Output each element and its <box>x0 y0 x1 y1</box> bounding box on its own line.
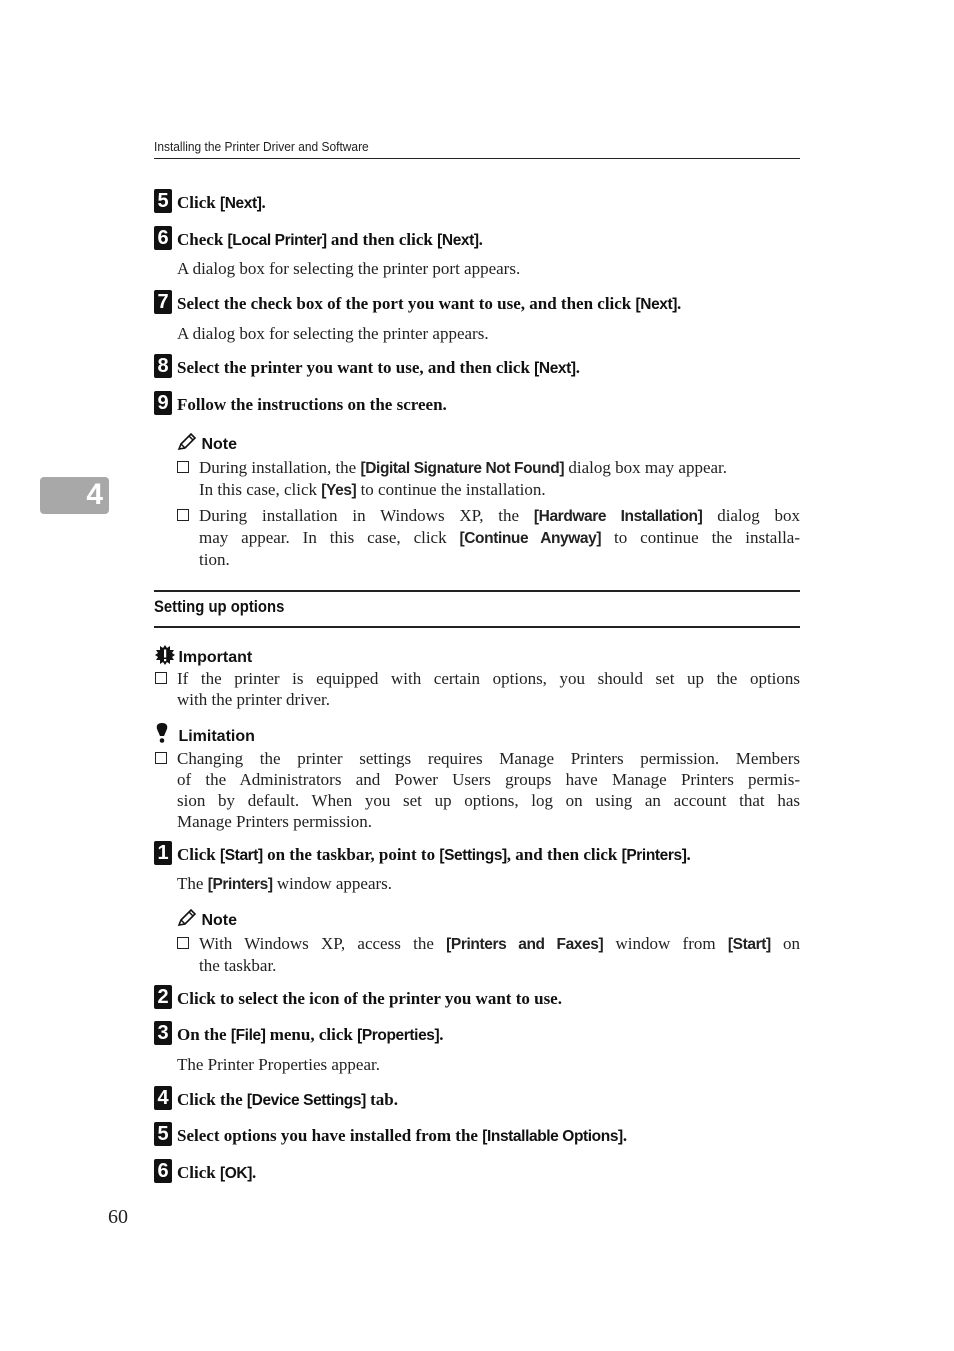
note-item: With Windows XP, access the [Printers and Faxes] window from [Start] on the taskbar. <box>199 933 800 976</box>
checkbox-bullet-icon <box>177 509 189 521</box>
limitation-text: Changing the printer settings requires Manage Printers permission. Members of the Administrators and Power Users groups have Manage Printers permis- sion by default. When you set up options, log on using an account that has Manage Printers permission. <box>177 748 800 832</box>
checkbox-bullet-icon <box>177 461 189 473</box>
important-text: If the printer is equipped with certain options, you should set up the options with the printer driver. <box>177 668 800 710</box>
step-title: Select the printer you want to use, and then click [Next]. <box>177 358 580 377</box>
step-6a-body: A dialog box for selecting the printer port appears. <box>177 259 521 278</box>
note-heading: Note <box>177 909 237 930</box>
step-number-icon: 9 <box>154 391 172 415</box>
step-number-icon: 1 <box>154 841 172 865</box>
note-heading: Note <box>177 433 237 454</box>
limitation-icon <box>154 722 170 744</box>
step-number-icon: 3 <box>154 1021 172 1045</box>
step-number-icon: 5 <box>154 189 172 213</box>
step-number-icon: 7 <box>154 290 172 314</box>
step-title: Click to select the icon of the printer you want to use. <box>177 989 562 1008</box>
pencil-icon <box>177 433 197 451</box>
step-number-icon: 4 <box>154 1086 172 1110</box>
step-title: Select the check box of the port you want to use, and then click [Next]. <box>177 294 682 313</box>
important-icon <box>154 644 176 666</box>
section-top-rule <box>154 590 800 592</box>
step-title: Click [Next]. <box>177 193 266 212</box>
limitation-heading: Limitation <box>154 722 255 746</box>
checkbox-bullet-icon <box>177 937 189 949</box>
step-title: Follow the instructions on the screen. <box>177 395 447 414</box>
step-number-icon: 6 <box>154 1159 172 1183</box>
step-title: Click the [Device Settings] tab. <box>177 1090 398 1109</box>
step-title: Select options you have installed from the [Installable Options]. <box>177 1126 628 1145</box>
step-number-icon: 5 <box>154 1122 172 1146</box>
section-title: Setting up options <box>154 598 285 616</box>
pencil-icon <box>177 909 197 927</box>
step-7a-body: A dialog box for selecting the printer appears. <box>177 324 489 343</box>
step-title: On the [File] menu, click [Properties]. <box>177 1025 444 1044</box>
step-number-icon: 8 <box>154 354 172 378</box>
step-title: Click [OK]. <box>177 1163 257 1182</box>
page-number: 60 <box>108 1206 128 1228</box>
note-item: During installation in Windows XP, the [Hardware Installation] dialog box may appear. In this case, click [Continue Anyway] to continue the installa- tion. <box>199 505 800 570</box>
checkbox-bullet-icon <box>155 752 167 764</box>
running-title: Installing the Printer Driver and Software <box>154 139 369 154</box>
step-1b-body: The [Printers] window appears. <box>177 874 393 893</box>
step-title: Click [Start] on the taskbar, point to [Settings], and then click [Printers]. <box>177 845 691 864</box>
step-number-icon: 6 <box>154 226 172 250</box>
step-3b-body: The Printer Properties appear. <box>177 1055 380 1074</box>
note-item: During installation, the [Digital Signature Not Found] dialog box may appear. In this case, click [Yes] to continue the installation. <box>199 457 800 501</box>
checkbox-bullet-icon <box>155 672 167 684</box>
step-title: Check [Local Printer] and then click [Next]. <box>177 230 483 249</box>
chapter-tab <box>40 477 109 514</box>
step-number-icon: 2 <box>154 985 172 1009</box>
chapter-number: 4 <box>86 478 103 511</box>
header-rule <box>154 158 800 159</box>
important-heading: Important <box>154 644 252 667</box>
section-bottom-rule <box>154 626 800 628</box>
